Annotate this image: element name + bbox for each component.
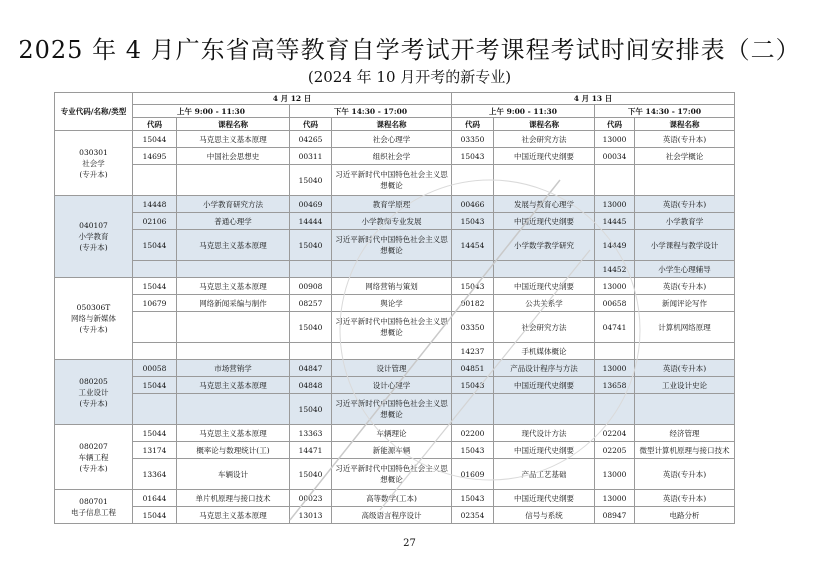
- course-name-cell: 习近平新时代中国特色社会主义思想概论: [332, 165, 452, 196]
- course-name-cell: 信号与系统: [494, 507, 595, 524]
- course-name-cell: 小学教育研究方法: [177, 196, 290, 213]
- course-name-cell: 产品设计程序与方法: [494, 360, 595, 377]
- major-code: 080205: [79, 376, 108, 386]
- page-subtitle: (2024 年 10 月开考的新专业): [307, 68, 512, 86]
- course-header: 课程名称: [332, 118, 452, 131]
- course-code-cell: [133, 343, 177, 360]
- table-row: [55, 343, 735, 360]
- major-code: 030301: [79, 147, 108, 157]
- table-row: [55, 507, 735, 524]
- course-name-cell: [177, 261, 290, 278]
- course-name-cell: 马克思主义基本原理: [177, 425, 290, 442]
- table-row: [55, 230, 735, 261]
- major-name: 社会学: [82, 158, 105, 168]
- course-code-cell: [452, 165, 494, 196]
- course-name-cell: 新能源车辆: [332, 442, 452, 459]
- major-code: 040107: [79, 221, 108, 230]
- table-row: [55, 442, 735, 459]
- course-code-cell: 08257: [290, 295, 332, 312]
- course-name-cell: [332, 343, 452, 360]
- course-name-cell: 车辆理论: [332, 425, 452, 442]
- course-name-cell: 英语(专升本): [635, 360, 735, 377]
- course-name-cell: 舆论学: [332, 295, 452, 312]
- course-name-cell: [494, 261, 595, 278]
- course-name-cell: 社会研究方法: [494, 131, 595, 148]
- course-code-cell: [452, 394, 494, 425]
- course-code-cell: 15043: [452, 148, 494, 165]
- course-name-cell: [332, 261, 452, 278]
- course-name-cell: [635, 343, 735, 360]
- day1-afternoon-header: 下午 14:30 - 17:00: [290, 105, 452, 118]
- course-name-cell: 微型计算机原理与接口技术: [635, 442, 735, 459]
- course-code-cell: [133, 394, 177, 425]
- course-name-cell: 现代设计方法: [494, 425, 595, 442]
- course-name-cell: 经济管理: [635, 425, 735, 442]
- course-name-cell: 中国近现代史纲要: [494, 213, 595, 230]
- course-code-cell: [133, 312, 177, 343]
- code-header: 代码: [452, 118, 494, 131]
- course-code-cell: 13000: [595, 131, 635, 148]
- course-code-cell: 02205: [595, 442, 635, 459]
- day2-header: 4 月 13 日: [452, 93, 735, 105]
- course-code-cell: 15044: [133, 278, 177, 295]
- course-code-cell: 00908: [290, 278, 332, 295]
- course-name-cell: 马克思主义基本原理: [177, 278, 290, 295]
- major-type: (专升本): [79, 325, 108, 334]
- course-name-cell: [177, 394, 290, 425]
- course-code-cell: 00658: [595, 295, 635, 312]
- table-row: [55, 312, 735, 343]
- course-name-cell: 英语(专升本): [635, 196, 735, 213]
- course-code-cell: [452, 261, 494, 278]
- course-name-cell: [635, 165, 735, 196]
- course-name-cell: 中国近现代史纲要: [494, 442, 595, 459]
- course-code-cell: [595, 394, 635, 425]
- course-name-cell: 社会学概论: [635, 148, 735, 165]
- major-cell: [55, 425, 133, 490]
- major-column-header: 专业代码/名称/类型: [55, 93, 133, 131]
- table-row: [55, 213, 735, 230]
- course-code-cell: 14695: [133, 148, 177, 165]
- course-name-cell: [177, 165, 290, 196]
- course-name-cell: 小学教师专业发展: [332, 213, 452, 230]
- day1-morning-header: 上午 9:00 - 11:30: [133, 105, 290, 118]
- course-code-cell: 13013: [290, 507, 332, 524]
- course-name-cell: 设计心理学: [332, 377, 452, 394]
- course-name-cell: 普通心理学: [177, 213, 290, 230]
- course-name-cell: 小学课程与教学设计: [635, 230, 735, 261]
- course-header: 课程名称: [494, 118, 595, 131]
- page-number: 27: [403, 538, 416, 549]
- day2-afternoon-header: 下午 14:30 - 17:00: [595, 105, 735, 118]
- major-code: 080701: [79, 496, 108, 506]
- table-row: [55, 165, 735, 196]
- course-code-cell: 15040: [290, 165, 332, 196]
- course-code-cell: 02200: [452, 425, 494, 442]
- table-row: [55, 360, 735, 377]
- course-name-cell: 市场营销学: [177, 360, 290, 377]
- course-code-cell: 15040: [290, 459, 332, 490]
- course-code-cell: 08947: [595, 507, 635, 524]
- course-name-cell: 马克思主义基本原理: [177, 230, 290, 261]
- course-name-cell: [177, 343, 290, 360]
- major-cell: [55, 131, 133, 196]
- course-code-cell: [133, 261, 177, 278]
- course-code-cell: 15043: [452, 213, 494, 230]
- course-code-cell: 02106: [133, 213, 177, 230]
- course-code-cell: 04265: [290, 131, 332, 148]
- course-code-cell: 13363: [290, 425, 332, 442]
- course-name-cell: 新闻评论写作: [635, 295, 735, 312]
- major-type: (专升本): [79, 463, 108, 473]
- course-name-cell: 网络新闻采编与制作: [177, 295, 290, 312]
- course-code-cell: 04851: [452, 360, 494, 377]
- course-name-cell: 中国近现代史纲要: [494, 148, 595, 165]
- course-name-cell: 高等数学(工本): [332, 490, 452, 507]
- course-name-cell: 英语(专升本): [635, 490, 735, 507]
- major-type: (专升本): [79, 243, 108, 252]
- course-code-cell: 00058: [133, 360, 177, 377]
- code-header: 代码: [595, 118, 635, 131]
- code-header: 代码: [290, 118, 332, 131]
- course-name-cell: [494, 165, 595, 196]
- course-code-cell: 14471: [290, 442, 332, 459]
- course-code-cell: 03350: [452, 312, 494, 343]
- schedule-table: [54, 92, 735, 524]
- course-name-cell: 中国社会思想史: [177, 148, 290, 165]
- course-name-cell: [635, 394, 735, 425]
- course-name-cell: 英语(专升本): [635, 459, 735, 490]
- course-code-cell: 15044: [133, 507, 177, 524]
- course-name-cell: 发展与教育心理学: [494, 196, 595, 213]
- course-code-cell: 15044: [133, 425, 177, 442]
- major-code: 050306T: [76, 303, 111, 312]
- course-name-cell: 设计管理: [332, 360, 452, 377]
- course-code-cell: [595, 343, 635, 360]
- course-header: 课程名称: [635, 118, 735, 131]
- major-type: (专升本): [79, 398, 108, 408]
- course-code-cell: [595, 165, 635, 196]
- course-name-cell: 英语(专升本): [635, 278, 735, 295]
- course-name-cell: 概率论与数理统计(工): [177, 442, 290, 459]
- table-row: [55, 394, 735, 425]
- course-name-cell: 产品工艺基础: [494, 459, 595, 490]
- major-name: 网络与新媒体: [71, 314, 116, 323]
- course-code-cell: 14454: [452, 230, 494, 261]
- course-name-cell: [177, 312, 290, 343]
- course-code-cell: 15043: [452, 442, 494, 459]
- course-code-cell: 02204: [595, 425, 635, 442]
- course-code-cell: 00469: [290, 196, 332, 213]
- table-row: [55, 278, 735, 295]
- course-code-cell: 00034: [595, 148, 635, 165]
- course-code-cell: 15043: [452, 278, 494, 295]
- course-code-cell: [290, 261, 332, 278]
- course-name-cell: 社会研究方法: [494, 312, 595, 343]
- course-code-cell: 13658: [595, 377, 635, 394]
- course-code-cell: 13174: [133, 442, 177, 459]
- course-code-cell: 14237: [452, 343, 494, 360]
- table-row: [55, 490, 735, 507]
- table-row: [55, 148, 735, 165]
- course-name-cell: 教育学原理: [332, 196, 452, 213]
- course-code-cell: [290, 343, 332, 360]
- course-code-cell: 15040: [290, 312, 332, 343]
- course-code-cell: 02354: [452, 507, 494, 524]
- major-code: 080207: [79, 441, 108, 451]
- major-cell: [55, 360, 133, 425]
- course-name-cell: 马克思主义基本原理: [177, 377, 290, 394]
- course-name-cell: 手机媒体概论: [494, 343, 595, 360]
- course-code-cell: 15040: [290, 394, 332, 425]
- table-row: [55, 377, 735, 394]
- course-name-cell: 马克思主义基本原理: [177, 507, 290, 524]
- course-code-cell: 10679: [133, 295, 177, 312]
- course-code-cell: 13000: [595, 459, 635, 490]
- course-name-cell: 习近平新时代中国特色社会主义思想概论: [332, 312, 452, 343]
- table-row: [55, 196, 735, 213]
- course-name-cell: 中国近现代史纲要: [494, 490, 595, 507]
- course-name-cell: 习近平新时代中国特色社会主义思想概论: [332, 459, 452, 490]
- course-code-cell: 15044: [133, 377, 177, 394]
- course-code-cell: 13000: [595, 196, 635, 213]
- course-name-cell: 电路分析: [635, 507, 735, 524]
- course-code-cell: 01644: [133, 490, 177, 507]
- course-name-cell: 小学数学教学研究: [494, 230, 595, 261]
- course-name-cell: 工业设计史论: [635, 377, 735, 394]
- table-row: [55, 261, 735, 278]
- course-name-cell: 车辆设计: [177, 459, 290, 490]
- table-row: [55, 295, 735, 312]
- course-name-cell: 公共关系学: [494, 295, 595, 312]
- course-code-cell: 04848: [290, 377, 332, 394]
- course-code-cell: 14445: [595, 213, 635, 230]
- day1-header: 4 月 12 日: [133, 93, 452, 105]
- course-name-cell: [494, 394, 595, 425]
- course-code-cell: 13364: [133, 459, 177, 490]
- major-type: (专升本): [79, 169, 108, 179]
- course-code-cell: 13000: [595, 490, 635, 507]
- major-cell: [55, 278, 133, 360]
- course-code-cell: 00182: [452, 295, 494, 312]
- course-name-cell: 网络营销与策划: [332, 278, 452, 295]
- major-name: 小学教育: [78, 232, 109, 241]
- course-code-cell: 03350: [452, 131, 494, 148]
- course-name-cell: 小学教育学: [635, 213, 735, 230]
- course-name-cell: 高级语言程序设计: [332, 507, 452, 524]
- major-name: 工业设计: [78, 387, 109, 397]
- course-name-cell: 单片机原理与接口技术: [177, 490, 290, 507]
- course-name-cell: 计算机网络原理: [635, 312, 735, 343]
- course-code-cell: 13000: [595, 360, 635, 377]
- code-header: 代码: [133, 118, 177, 131]
- course-code-cell: 15044: [133, 131, 177, 148]
- course-code-cell: 15043: [452, 490, 494, 507]
- course-name-cell: 组织社会学: [332, 148, 452, 165]
- course-name-cell: 英语(专升本): [635, 131, 735, 148]
- course-code-cell: 01609: [452, 459, 494, 490]
- course-code-cell: 00466: [452, 196, 494, 213]
- course-header: 课程名称: [177, 118, 290, 131]
- course-name-cell: 中国近现代史纲要: [494, 377, 595, 394]
- table-row: [55, 131, 735, 148]
- course-code-cell: 00023: [290, 490, 332, 507]
- course-name-cell: 小学生心理辅导: [635, 261, 735, 278]
- course-code-cell: 14444: [290, 213, 332, 230]
- course-name-cell: 社会心理学: [332, 131, 452, 148]
- course-code-cell: 04741: [595, 312, 635, 343]
- course-name-cell: 马克思主义基本原理: [177, 131, 290, 148]
- major-name: 车辆工程: [78, 452, 109, 462]
- major-name: 电子信息工程: [71, 507, 116, 517]
- major-cell: [55, 196, 133, 278]
- course-name-cell: 习近平新时代中国特色社会主义思想概论: [332, 394, 452, 425]
- day2-morning-header: 上午 9:00 - 11:30: [452, 105, 595, 118]
- major-cell: [55, 490, 133, 524]
- course-name-cell: 习近平新时代中国特色社会主义思想概论: [332, 230, 452, 261]
- course-code-cell: 15043: [452, 377, 494, 394]
- course-code-cell: 15040: [290, 230, 332, 261]
- course-code-cell: 14449: [595, 230, 635, 261]
- table-row: [55, 459, 735, 490]
- table-row: [55, 425, 735, 442]
- course-code-cell: 14448: [133, 196, 177, 213]
- course-code-cell: 04847: [290, 360, 332, 377]
- course-code-cell: 15044: [133, 230, 177, 261]
- course-code-cell: [133, 165, 177, 196]
- page-title: 2025 年 4 月广东省高等教育自学考试开考课程考试时间安排表（二）: [18, 36, 801, 64]
- course-code-cell: 00311: [290, 148, 332, 165]
- course-code-cell: 14452: [595, 261, 635, 278]
- course-code-cell: 13000: [595, 278, 635, 295]
- course-name-cell: 中国近现代史纲要: [494, 278, 595, 295]
